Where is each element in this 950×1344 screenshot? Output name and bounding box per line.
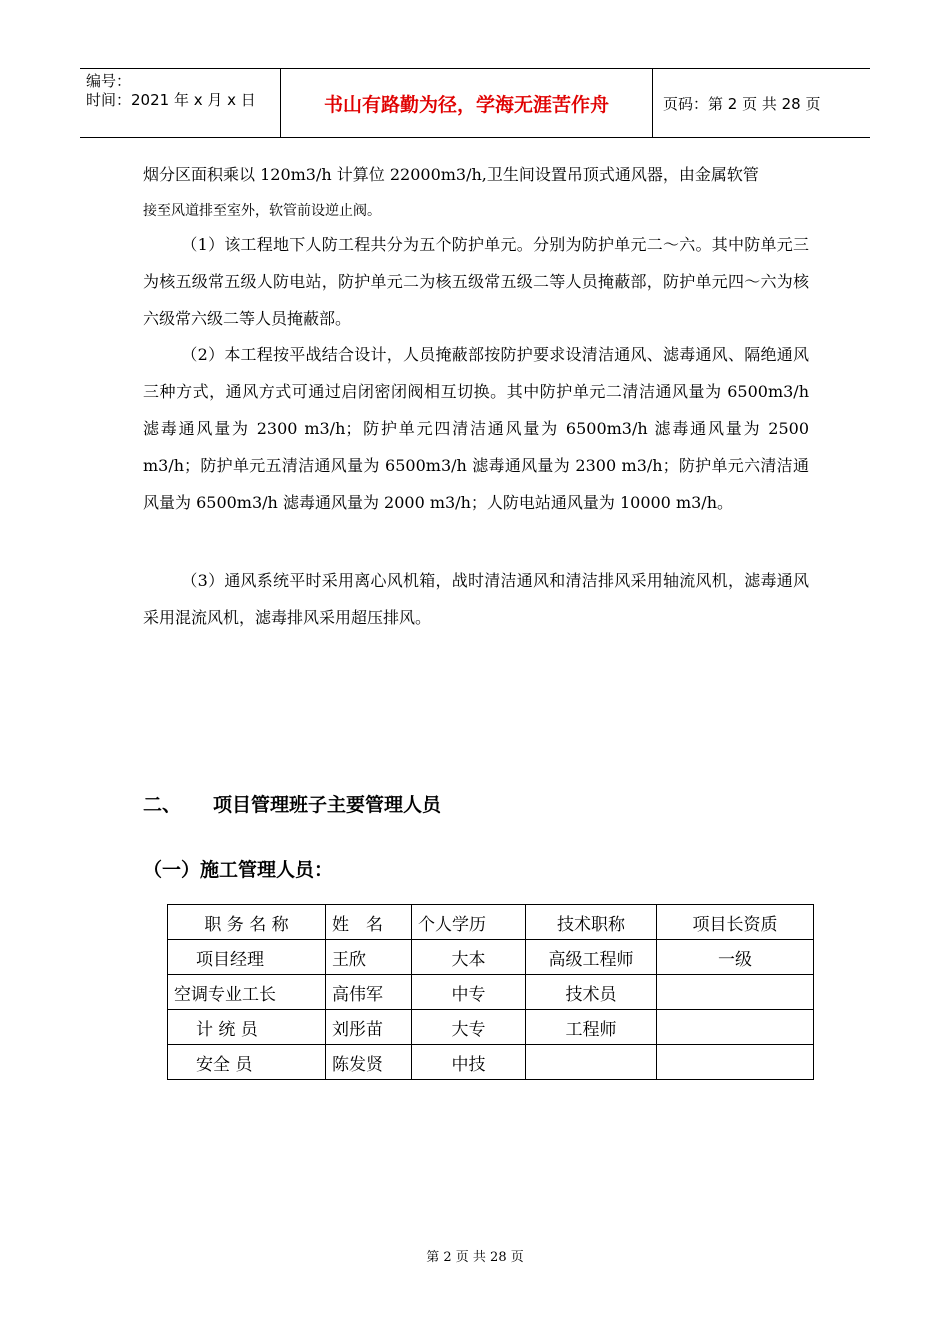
paragraph-2: （2）本工程按平战结合设计，人员掩蔽部按防护要求设清洁通风、滤毒通风、隔绝通风三种方式，通风方式可通过启闭密闭阀相互切换。其中防护单元二清洁通风量为 6500m3/h 滤毒通风量为 2300 m3/h；防护单元四清洁通风量为 6500m3/h 滤毒通风量为 2500 m3/h；防护单元五清洁通风量为 6500m3/h 滤毒通风量为 2300 m3/h；防护单元六清洁通风量为 6500m3/h 滤毒通风量为 2000 m3/h；人防电站通风量为 10000 m3/h。 (143, 345, 809, 512)
table-header-cell: 项目长资质 (657, 905, 814, 940)
table-cell: 陈发贤 (326, 1045, 412, 1080)
doc-number-label: 编号： (86, 72, 132, 90)
table-header-cell: 姓 名 (326, 905, 412, 940)
table-cell (657, 1010, 814, 1045)
table-cell: 工程师 (526, 1010, 657, 1045)
table-cell: 项目经理 (168, 940, 326, 975)
table-cell: 中技 (412, 1045, 526, 1080)
table-header-row (168, 905, 814, 940)
table-header-cell: 个人学历 (412, 905, 526, 940)
table-row (168, 1010, 814, 1045)
table-cell: 技术员 (526, 975, 657, 1010)
para0-line1: 烟分区面积乘以 120m3/h 计算位 22000m3/h,卫生间设置吊顶式通风器，由金属软管 (143, 165, 759, 184)
page-footer: 第 2 页 共 28 页 (426, 1250, 524, 1265)
staff-table (167, 904, 814, 1080)
table-cell (657, 1045, 814, 1080)
table-cell: 计 统 员 (168, 1010, 326, 1045)
table-row (168, 1045, 814, 1080)
para0-line2: 接至风道排至室外，软管前设逆止阀。 (143, 203, 381, 219)
table-row (168, 975, 814, 1010)
header-page-info: 页码：第 2 页 共 28 页 (663, 94, 821, 113)
table-cell: 空调专业工长 (168, 975, 326, 1010)
section-heading (143, 790, 441, 817)
page-header (80, 68, 870, 138)
table-cell: 一级 (657, 940, 814, 975)
doc-date-label: 时间：2021 年 x 月 x 日 (86, 91, 256, 109)
table-cell: 王欣 (326, 940, 412, 975)
table-cell: 大专 (412, 1010, 526, 1045)
header-motto: 书山有路勤为径，学海无涯苦作舟 (281, 69, 653, 137)
table-cell (526, 1045, 657, 1080)
table-row (168, 940, 814, 975)
table-cell: 高级工程师 (526, 940, 657, 975)
paragraph-0 (143, 156, 809, 230)
table-header-cell: 职 务 名 称 (168, 905, 326, 940)
subsection-heading: （一）施工管理人员： (143, 859, 334, 881)
table-cell: 大本 (412, 940, 526, 975)
table-header-cell: 技术职称 (526, 905, 657, 940)
paragraph-1: （1）该工程地下人防工程共分为五个防护单元。分别为防护单元二～六。其中防单元三为核五级常五级人防电站，防护单元二为核五级常五级二等人员掩蔽部，防护单元四～六为核六级常六级二等人员掩蔽部。 (143, 235, 809, 328)
header-meta (80, 69, 281, 137)
table-cell (657, 975, 814, 1010)
section-number: 二、 (143, 794, 182, 816)
table-cell: 刘彤苗 (326, 1010, 412, 1045)
table-cell: 中专 (412, 975, 526, 1010)
table-cell: 安全 员 (168, 1045, 326, 1080)
table-cell: 高伟军 (326, 975, 412, 1010)
section-title: 项目管理班子主要管理人员 (213, 794, 442, 816)
paragraph-3: （3）通风系统平时采用离心风机箱，战时清洁通风和清洁排风采用轴流风机，滤毒通风采用混流风机，滤毒排风采用超压排风。 (143, 571, 809, 627)
